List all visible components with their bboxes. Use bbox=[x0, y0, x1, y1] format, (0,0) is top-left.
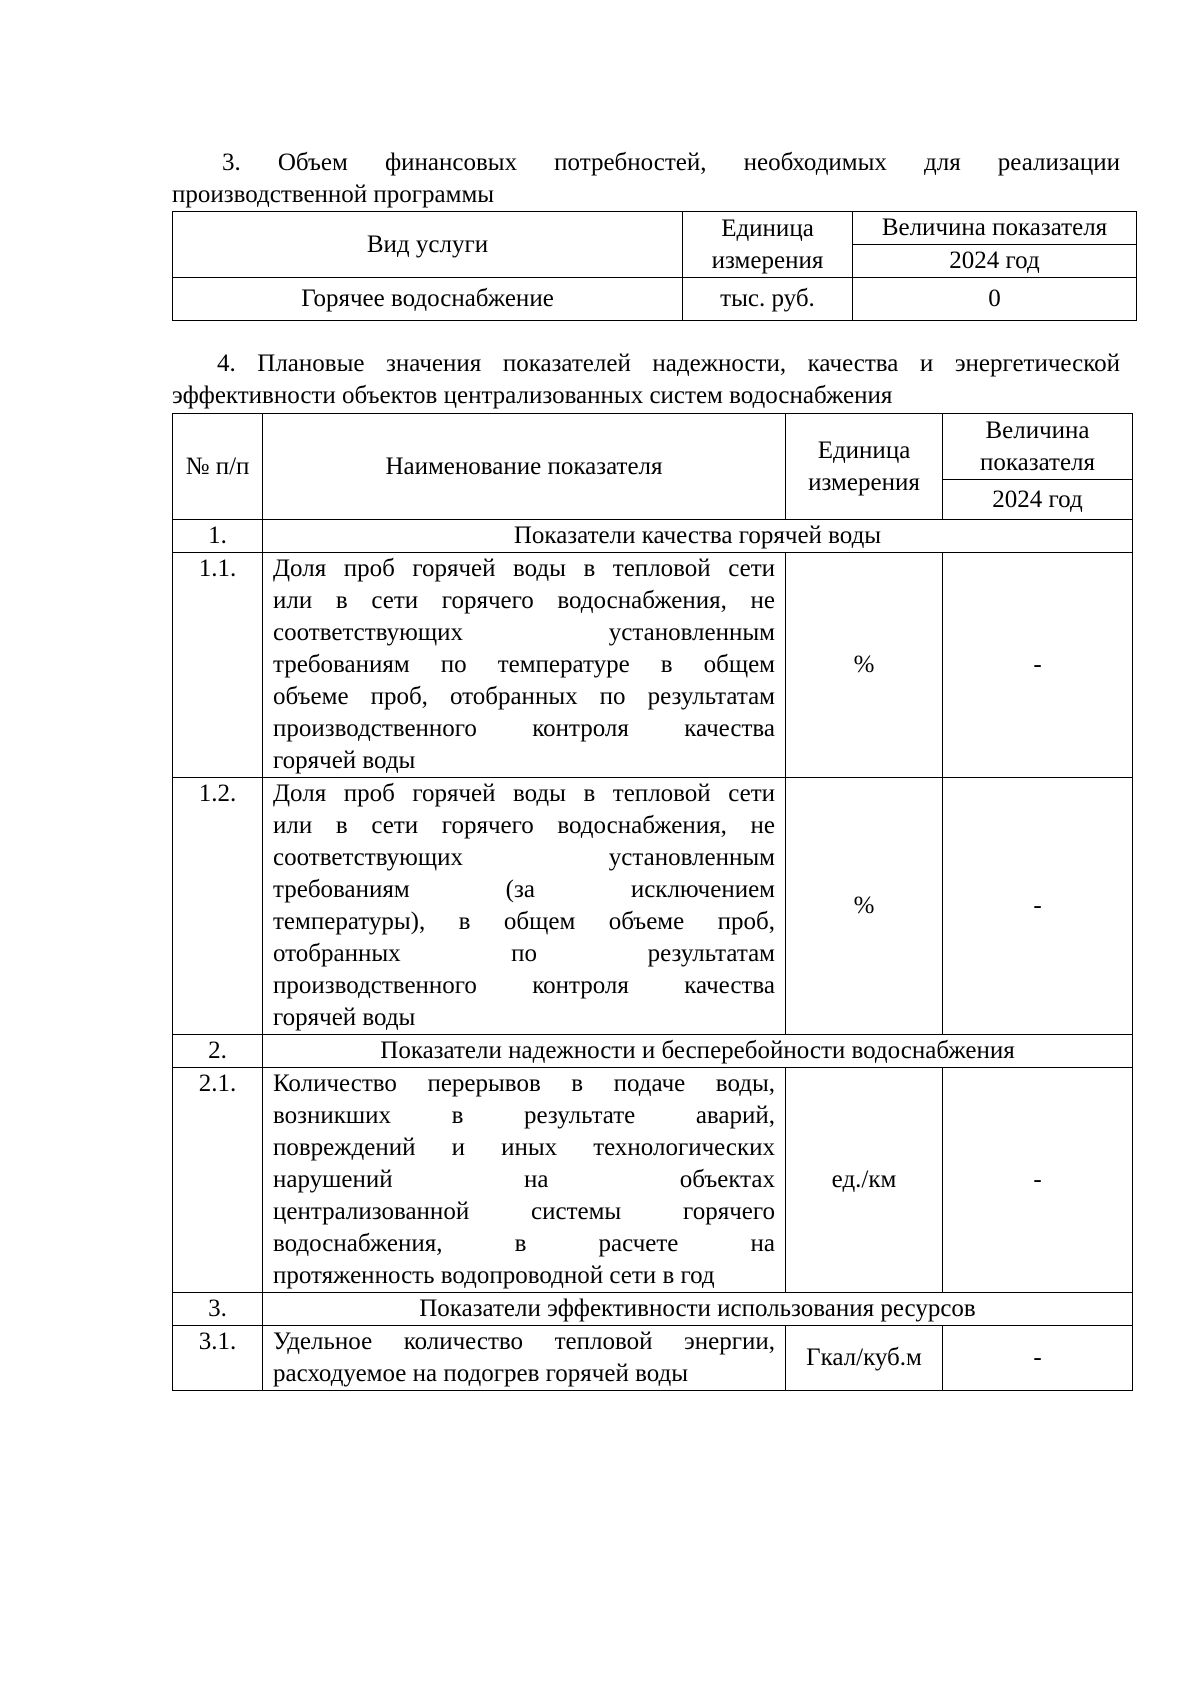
indicator-name-line: соответствующих установленным bbox=[273, 844, 775, 871]
table-row bbox=[173, 553, 1133, 778]
table-row bbox=[173, 1326, 1133, 1391]
section-title: Показатели надежности и бесперебойности водоснабжения bbox=[263, 1035, 1133, 1068]
section-row bbox=[173, 1293, 1133, 1326]
unit-cell: ед./км bbox=[786, 1068, 943, 1293]
indicator-name-line: соответствующих установленным bbox=[273, 619, 775, 646]
unit-cell: Гкал/куб.м bbox=[786, 1326, 943, 1391]
indicator-name-line: объеме проб, отобранных по результатам bbox=[273, 683, 775, 710]
column-header-number: № п/п bbox=[173, 414, 263, 520]
indicator-name-line: возникших в результате аварий, bbox=[273, 1102, 775, 1129]
indicator-name-line: отобранных по результатам bbox=[273, 940, 775, 967]
unit-cell: % bbox=[786, 778, 943, 1035]
section-number: 2. bbox=[173, 1035, 263, 1068]
column-header-year: 2024 год bbox=[853, 245, 1137, 278]
indicator-name-line: горячей воды bbox=[273, 1004, 416, 1031]
unit-cell: % bbox=[786, 553, 943, 778]
table-row bbox=[173, 278, 1137, 321]
financial-needs-table bbox=[172, 211, 1137, 321]
value-cell: - bbox=[943, 1326, 1133, 1391]
indicator-name-line: горячей воды bbox=[273, 747, 416, 774]
indicators-table bbox=[172, 413, 1133, 1391]
indicator-name bbox=[263, 1068, 786, 1293]
section-4-heading: 4. Плановые значения показателей надежности, качества и энергетической эффективности объектов централизованных систем водоснабжения bbox=[172, 350, 1120, 409]
indicator-name-line: требованиям (за исключением bbox=[273, 876, 775, 903]
indicator-name-line: температуры), в общем объеме проб, bbox=[273, 908, 775, 935]
column-header-unit: Единица измерения bbox=[786, 414, 943, 520]
unit-cell: тыс. руб. bbox=[683, 278, 853, 321]
indicator-name bbox=[263, 778, 786, 1035]
row-number: 2.1. bbox=[173, 1068, 263, 1293]
value-cell: - bbox=[943, 553, 1133, 778]
indicator-name-line: или в сети горячего водоснабжения, не bbox=[273, 812, 775, 839]
row-number: 3.1. bbox=[173, 1326, 263, 1391]
service-cell: Горячее водоснабжение bbox=[173, 278, 683, 321]
value-cell: - bbox=[943, 778, 1133, 1035]
indicator-name-line: производственного контроля качества bbox=[273, 972, 775, 999]
section-title: Показатели качества горячей воды bbox=[263, 520, 1133, 553]
value-cell: 0 bbox=[853, 278, 1137, 321]
section-row bbox=[173, 1035, 1133, 1068]
indicator-name-line: нарушений на объектах bbox=[273, 1166, 775, 1193]
indicator-name-line: производственного контроля качества bbox=[273, 715, 775, 742]
indicator-name-line: расходуемое на подогрев горячей воды bbox=[273, 1360, 689, 1387]
column-header-service: Вид услуги bbox=[173, 212, 683, 278]
indicator-name-line: Доля проб горячей воды в тепловой сети bbox=[273, 555, 775, 582]
section-3-heading: 3. Объем финансовых потребностей, необходимых для реализации производственной программы bbox=[172, 149, 1120, 208]
indicator-name-line: водоснабжения, в расчете на bbox=[273, 1230, 775, 1257]
indicator-name-line: требованиям по температуре в общем bbox=[273, 651, 775, 678]
column-header-year: 2024 год bbox=[943, 480, 1133, 520]
row-number: 1.2. bbox=[173, 778, 263, 1035]
value-cell: - bbox=[943, 1068, 1133, 1293]
column-header-unit: Единица измерения bbox=[683, 212, 853, 278]
indicator-name-line: повреждений и иных технологических bbox=[273, 1134, 775, 1161]
column-header-value: Величина показателя bbox=[943, 414, 1133, 480]
column-header-value: Величина показателя bbox=[853, 212, 1137, 245]
section-title: Показатели эффективности использования ресурсов bbox=[263, 1293, 1133, 1326]
indicator-name-line: централизованной системы горячего bbox=[273, 1198, 775, 1225]
section-row bbox=[173, 520, 1133, 553]
indicator-name-line: протяженность водопроводной сети в год bbox=[273, 1262, 715, 1289]
indicator-name-line: или в сети горячего водоснабжения, не bbox=[273, 587, 775, 614]
indicator-name bbox=[263, 553, 786, 778]
row-number: 1.1. bbox=[173, 553, 263, 778]
indicator-name-line: Доля проб горячей воды в тепловой сети bbox=[273, 780, 775, 807]
section-number: 1. bbox=[173, 520, 263, 553]
table-row bbox=[173, 1068, 1133, 1293]
section-number: 3. bbox=[173, 1293, 263, 1326]
indicator-name-line: Количество перерывов в подаче воды, bbox=[273, 1070, 775, 1097]
table-row bbox=[173, 778, 1133, 1035]
indicator-name-line: Удельное количество тепловой энергии, bbox=[273, 1328, 775, 1355]
column-header-name: Наименование показателя bbox=[263, 414, 786, 520]
indicator-name bbox=[263, 1326, 786, 1391]
